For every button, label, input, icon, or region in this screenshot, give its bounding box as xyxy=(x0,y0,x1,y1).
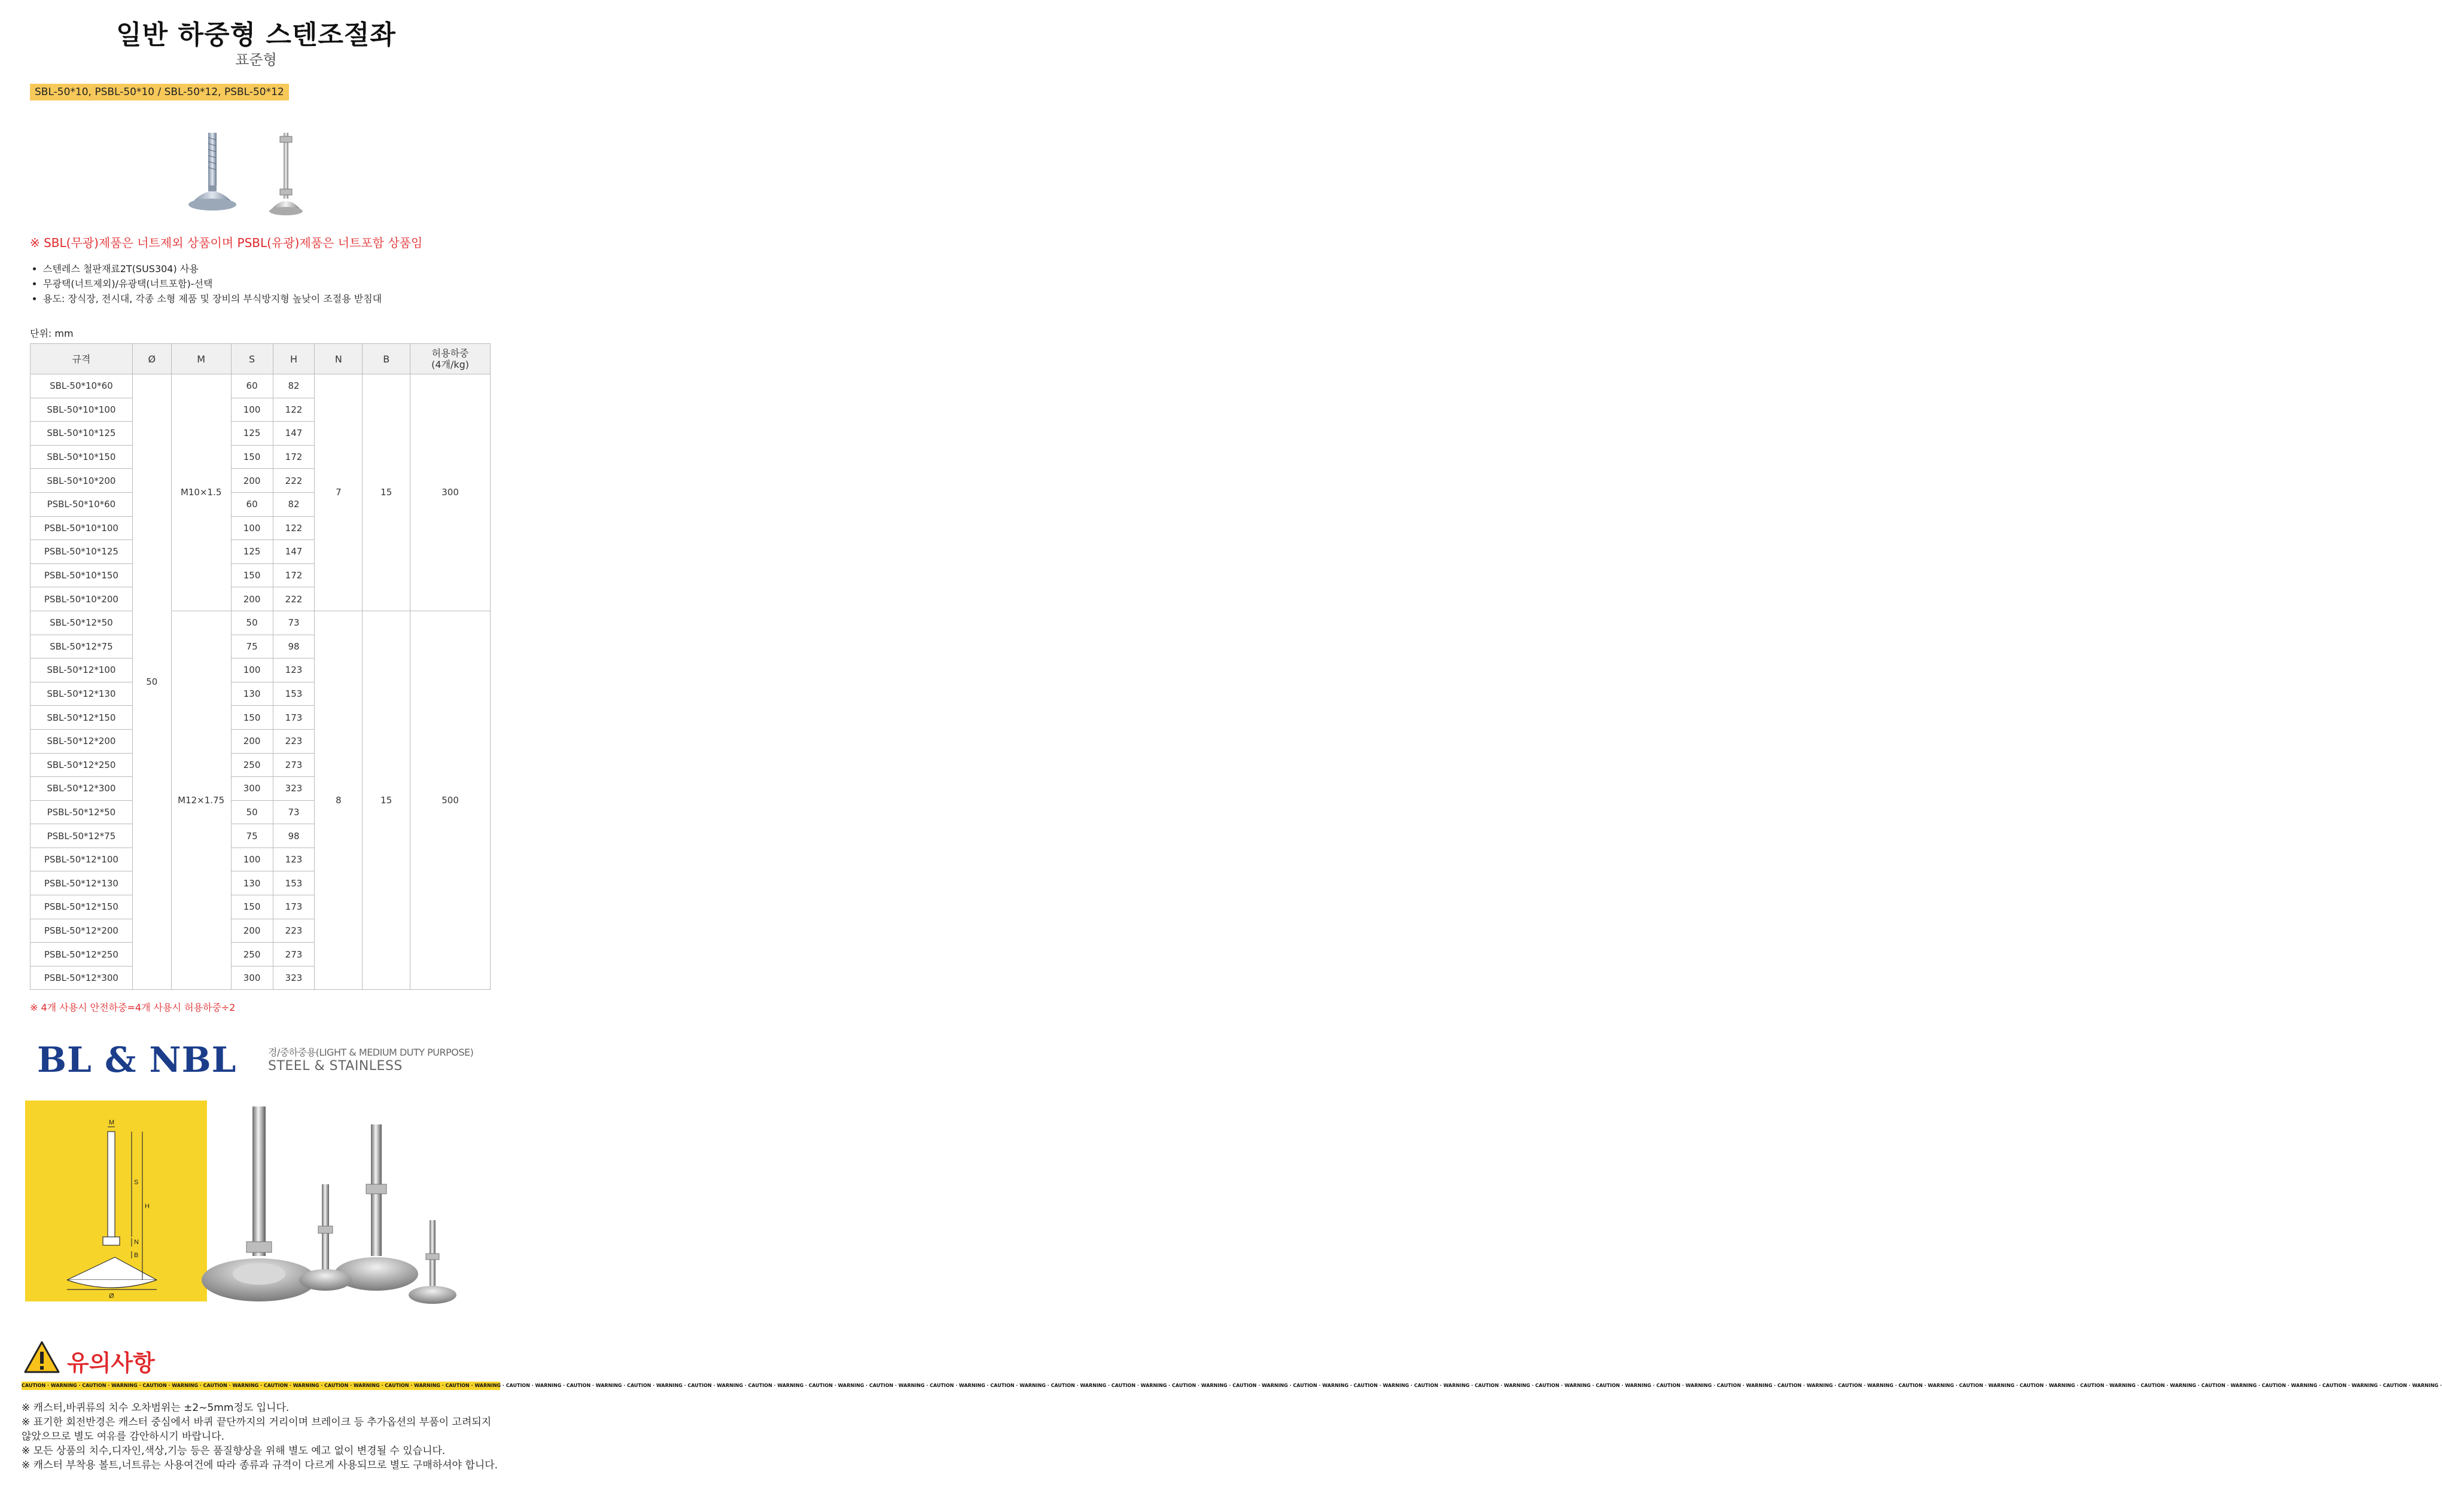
diagram-label-h: H xyxy=(145,1203,150,1210)
cell-diameter: 50 xyxy=(132,374,171,990)
model-range-label: SBL-50*10, PSBL-50*10 / SBL-50*12, PSBL-50*12 xyxy=(30,84,289,100)
col-header-thread: M xyxy=(171,344,231,374)
cell-s: 200 xyxy=(231,919,273,943)
table-row xyxy=(31,611,491,635)
cell-h: 82 xyxy=(273,492,315,516)
cell-model: SBL-50*12*75 xyxy=(31,635,133,659)
caution-note: ※ 캐스터 부착용 볼트,너트류는 사용여건에 따라 종류과 규격이 다르게 사용되므로 별도 구매하셔야 합니다. xyxy=(22,1459,498,1471)
product-group-photo xyxy=(203,1101,491,1316)
cell-h: 123 xyxy=(273,659,315,682)
cell-s: 100 xyxy=(231,398,273,422)
cell-h: 147 xyxy=(273,422,315,446)
table-body xyxy=(31,374,491,990)
cell-s: 125 xyxy=(231,422,273,446)
feature-item: • 스텐레스 철판재료2T(SUS304) 사용 xyxy=(43,261,382,276)
spec-table xyxy=(30,343,491,990)
cell-h: 222 xyxy=(273,587,315,611)
stainless-leveler-image xyxy=(269,133,303,215)
cell-model: PSBL-50*12*150 xyxy=(31,895,133,919)
cell-model: SBL-50*10*60 xyxy=(31,374,133,398)
cell-s: 125 xyxy=(231,540,273,564)
large-leveler-image xyxy=(202,1106,316,1301)
product-photo xyxy=(162,126,335,221)
cell-model: SBL-50*12*150 xyxy=(31,706,133,730)
cell-s: 100 xyxy=(231,659,273,682)
col-header-model: 규격 xyxy=(31,344,133,374)
unit-label: 단위: mm xyxy=(30,328,74,339)
caution-note: ※ 캐스터,바퀴류의 치수 오차범위는 ±2~5mm정도 입니다. xyxy=(22,1402,290,1414)
cell-thread: M12×1.75 xyxy=(171,611,231,990)
cell-model: PSBL-50*10*125 xyxy=(31,540,133,564)
feature-item: • 무광택(너트제외)/유광택(너트포함)-선택 xyxy=(43,276,382,291)
col-header-h: H xyxy=(273,344,315,374)
diagram-label-m: M xyxy=(109,1119,115,1126)
cell-model: PSBL-50*12*130 xyxy=(31,871,133,895)
cell-s: 100 xyxy=(231,516,273,540)
cell-model: PSBL-50*10*60 xyxy=(31,492,133,516)
diagram-label-s: S xyxy=(134,1179,139,1186)
diagram-label-n: N xyxy=(134,1239,139,1246)
col-header-diameter: Ø xyxy=(132,344,171,374)
col-header-n: N xyxy=(315,344,363,374)
cell-h: 73 xyxy=(273,800,315,824)
cell-h: 153 xyxy=(273,871,315,895)
cell-h: 122 xyxy=(273,516,315,540)
cell-h: 123 xyxy=(273,848,315,871)
cell-s: 100 xyxy=(231,848,273,871)
page-title: 일반 하중형 스텐조절좌 xyxy=(116,20,396,50)
cell-model: PSBL-50*12*75 xyxy=(31,824,133,848)
cell-h: 98 xyxy=(273,824,315,848)
cell-model: SBL-50*12*200 xyxy=(31,729,133,753)
cell-s: 60 xyxy=(231,374,273,398)
medium-leveler-image xyxy=(334,1124,418,1291)
cell-model: PSBL-50*10*200 xyxy=(31,587,133,611)
cell-s: 300 xyxy=(231,966,273,990)
caution-notes xyxy=(22,1401,500,1473)
cell-h: 223 xyxy=(273,729,315,753)
cell-h: 172 xyxy=(273,445,315,469)
cell-model: SBL-50*10*100 xyxy=(31,398,133,422)
cell-h: 222 xyxy=(273,469,315,493)
brand-name: BL & NBL xyxy=(37,1040,237,1080)
cell-model: PSBL-50*10*100 xyxy=(31,516,133,540)
cell-model: PSBL-50*12*200 xyxy=(31,919,133,943)
cell-s: 130 xyxy=(231,871,273,895)
cell-h: 82 xyxy=(273,374,315,398)
col-header-load: 허용하중 (4개/kg) xyxy=(410,344,491,374)
cell-model: SBL-50*12*50 xyxy=(31,611,133,635)
diagram-label-b: B xyxy=(134,1252,139,1259)
cell-h: 98 xyxy=(273,635,315,659)
cell-h: 223 xyxy=(273,919,315,943)
cell-model: PSBL-50*12*300 xyxy=(31,966,133,990)
cell-load: 300 xyxy=(410,374,491,611)
cell-h: 323 xyxy=(273,966,315,990)
cell-h: 73 xyxy=(273,611,315,635)
cell-n: 7 xyxy=(315,374,363,611)
cell-h: 273 xyxy=(273,943,315,967)
cell-h: 173 xyxy=(273,895,315,919)
cell-model: SBL-50*10*125 xyxy=(31,422,133,446)
small-leveler-image xyxy=(299,1184,352,1291)
cell-s: 130 xyxy=(231,682,273,706)
cell-s: 50 xyxy=(231,611,273,635)
cell-thread: M10×1.5 xyxy=(171,374,231,611)
cell-model: SBL-50*12*100 xyxy=(31,659,133,682)
cell-s: 60 xyxy=(231,492,273,516)
caution-title: 유의사항 xyxy=(67,1350,155,1376)
feature-list xyxy=(30,261,382,306)
cell-s: 150 xyxy=(231,563,273,587)
cell-s: 250 xyxy=(231,753,273,777)
cell-n: 8 xyxy=(315,611,363,990)
cell-h: 122 xyxy=(273,398,315,422)
cell-model: PSBL-50*10*150 xyxy=(31,563,133,587)
cell-load: 500 xyxy=(410,611,491,990)
cell-s: 150 xyxy=(231,706,273,730)
cell-model: SBL-50*10*150 xyxy=(31,445,133,469)
feature-item: • 용도: 장식장, 전시대, 각종 소형 제품 및 장비의 부식방지형 높낮이 조절용 받침대 xyxy=(43,291,382,306)
cell-model: SBL-50*12*250 xyxy=(31,753,133,777)
cell-s: 50 xyxy=(231,800,273,824)
page-subtitle: 표준형 xyxy=(235,51,277,68)
caution-note: ※ 모든 상품의 치수,디자인,색상,기능 등은 품질향상을 위해 별도 예고 없이 변경될 수 있습니다. xyxy=(22,1445,446,1457)
cell-s: 200 xyxy=(231,729,273,753)
cell-model: SBL-50*12*300 xyxy=(31,777,133,801)
dimension-diagram xyxy=(25,1101,207,1301)
brand-material-label: STEEL & STAINLESS xyxy=(268,1059,403,1074)
brand-duty-label: 경/중하중용(LIGHT & MEDIUM DUTY PURPOSE) xyxy=(268,1047,474,1058)
cell-model: SBL-50*12*130 xyxy=(31,682,133,706)
table-row xyxy=(31,374,491,398)
col-header-s: S xyxy=(231,344,273,374)
diagram-label-diameter: Ø xyxy=(109,1292,114,1300)
nut-notice: ※ SBL(무광)제품은 너트제외 상품이며 PSBL(유광)제품은 너트포함 상품임 xyxy=(30,236,423,250)
cell-b: 15 xyxy=(363,374,410,611)
cell-s: 75 xyxy=(231,635,273,659)
cell-s: 200 xyxy=(231,469,273,493)
cell-b: 15 xyxy=(363,611,410,990)
safety-load-note: ※ 4개 사용시 안전하중=4개 사용시 허용하중÷2 xyxy=(30,1002,236,1013)
cell-s: 150 xyxy=(231,895,273,919)
cell-s: 250 xyxy=(231,943,273,967)
table-header-row xyxy=(31,344,491,374)
cell-h: 323 xyxy=(273,777,315,801)
warning-triangle-icon xyxy=(23,1340,61,1374)
cell-s: 75 xyxy=(231,824,273,848)
cell-s: 300 xyxy=(231,777,273,801)
cell-model: PSBL-50*12*250 xyxy=(31,943,133,967)
cell-h: 172 xyxy=(273,563,315,587)
mini-leveler-image xyxy=(409,1220,456,1304)
cell-model: SBL-50*10*200 xyxy=(31,469,133,493)
cell-h: 153 xyxy=(273,682,315,706)
cell-s: 200 xyxy=(231,587,273,611)
cell-model: PSBL-50*12*50 xyxy=(31,800,133,824)
zinc-leveler-image xyxy=(188,133,236,211)
caution-warning-strip: CAUTION · WARNING · CAUTION · WARNING · CAUTION · WARNING · CAUTION · WARNING · CAUTION · WARNING · CAUTION · WARNING · CAUTION · WARNING · CAUTION · WARNING · CAUTION · WARNING · CAUTION · WARNING · CAUTION · WARNING · CAUTION · WARNING · CAUTION · WARNING · CAUTION · WARNING · CAUTION · WARNING · CAUTION · WARNING · CAUTION · WARNING · CAUTION · WARNING · CAUTION · WARNING · CAUTION · WARNING · CAUTION · WARNING · CAUTION · WARNING · CAUTION · WARNING · CAUTION · WARNING · CAUTION · WARNING · CAUTION · WARNING · CAUTION · WARNING · CAUTION · WARNING · CAUTION · WARNING · CAUTION · WARNING · CAUTION · WARNING · CAUTION · WARNING · CAUTION · WARNING · CAUTION · WARNING · CAUTION · WARNING · CAUTION · WARNING · CAUTION · WARNING · CAUTION · WARNING · CAUTION · WARNING · CAUTION · WARNING · xyxy=(22,1382,500,1390)
cell-h: 147 xyxy=(273,540,315,564)
cell-s: 150 xyxy=(231,445,273,469)
cell-model: PSBL-50*12*100 xyxy=(31,848,133,871)
cell-h: 173 xyxy=(273,706,315,730)
caution-note: ※ 표기한 회전반경은 캐스터 중심에서 바퀴 끝단까지의 거리이며 브레이크 등 추가옵션의 부품이 고려되지 않았으므로 별도 여유를 감안하시기 바랍니다. xyxy=(22,1416,492,1443)
col-header-b: B xyxy=(363,344,410,374)
cell-h: 273 xyxy=(273,753,315,777)
